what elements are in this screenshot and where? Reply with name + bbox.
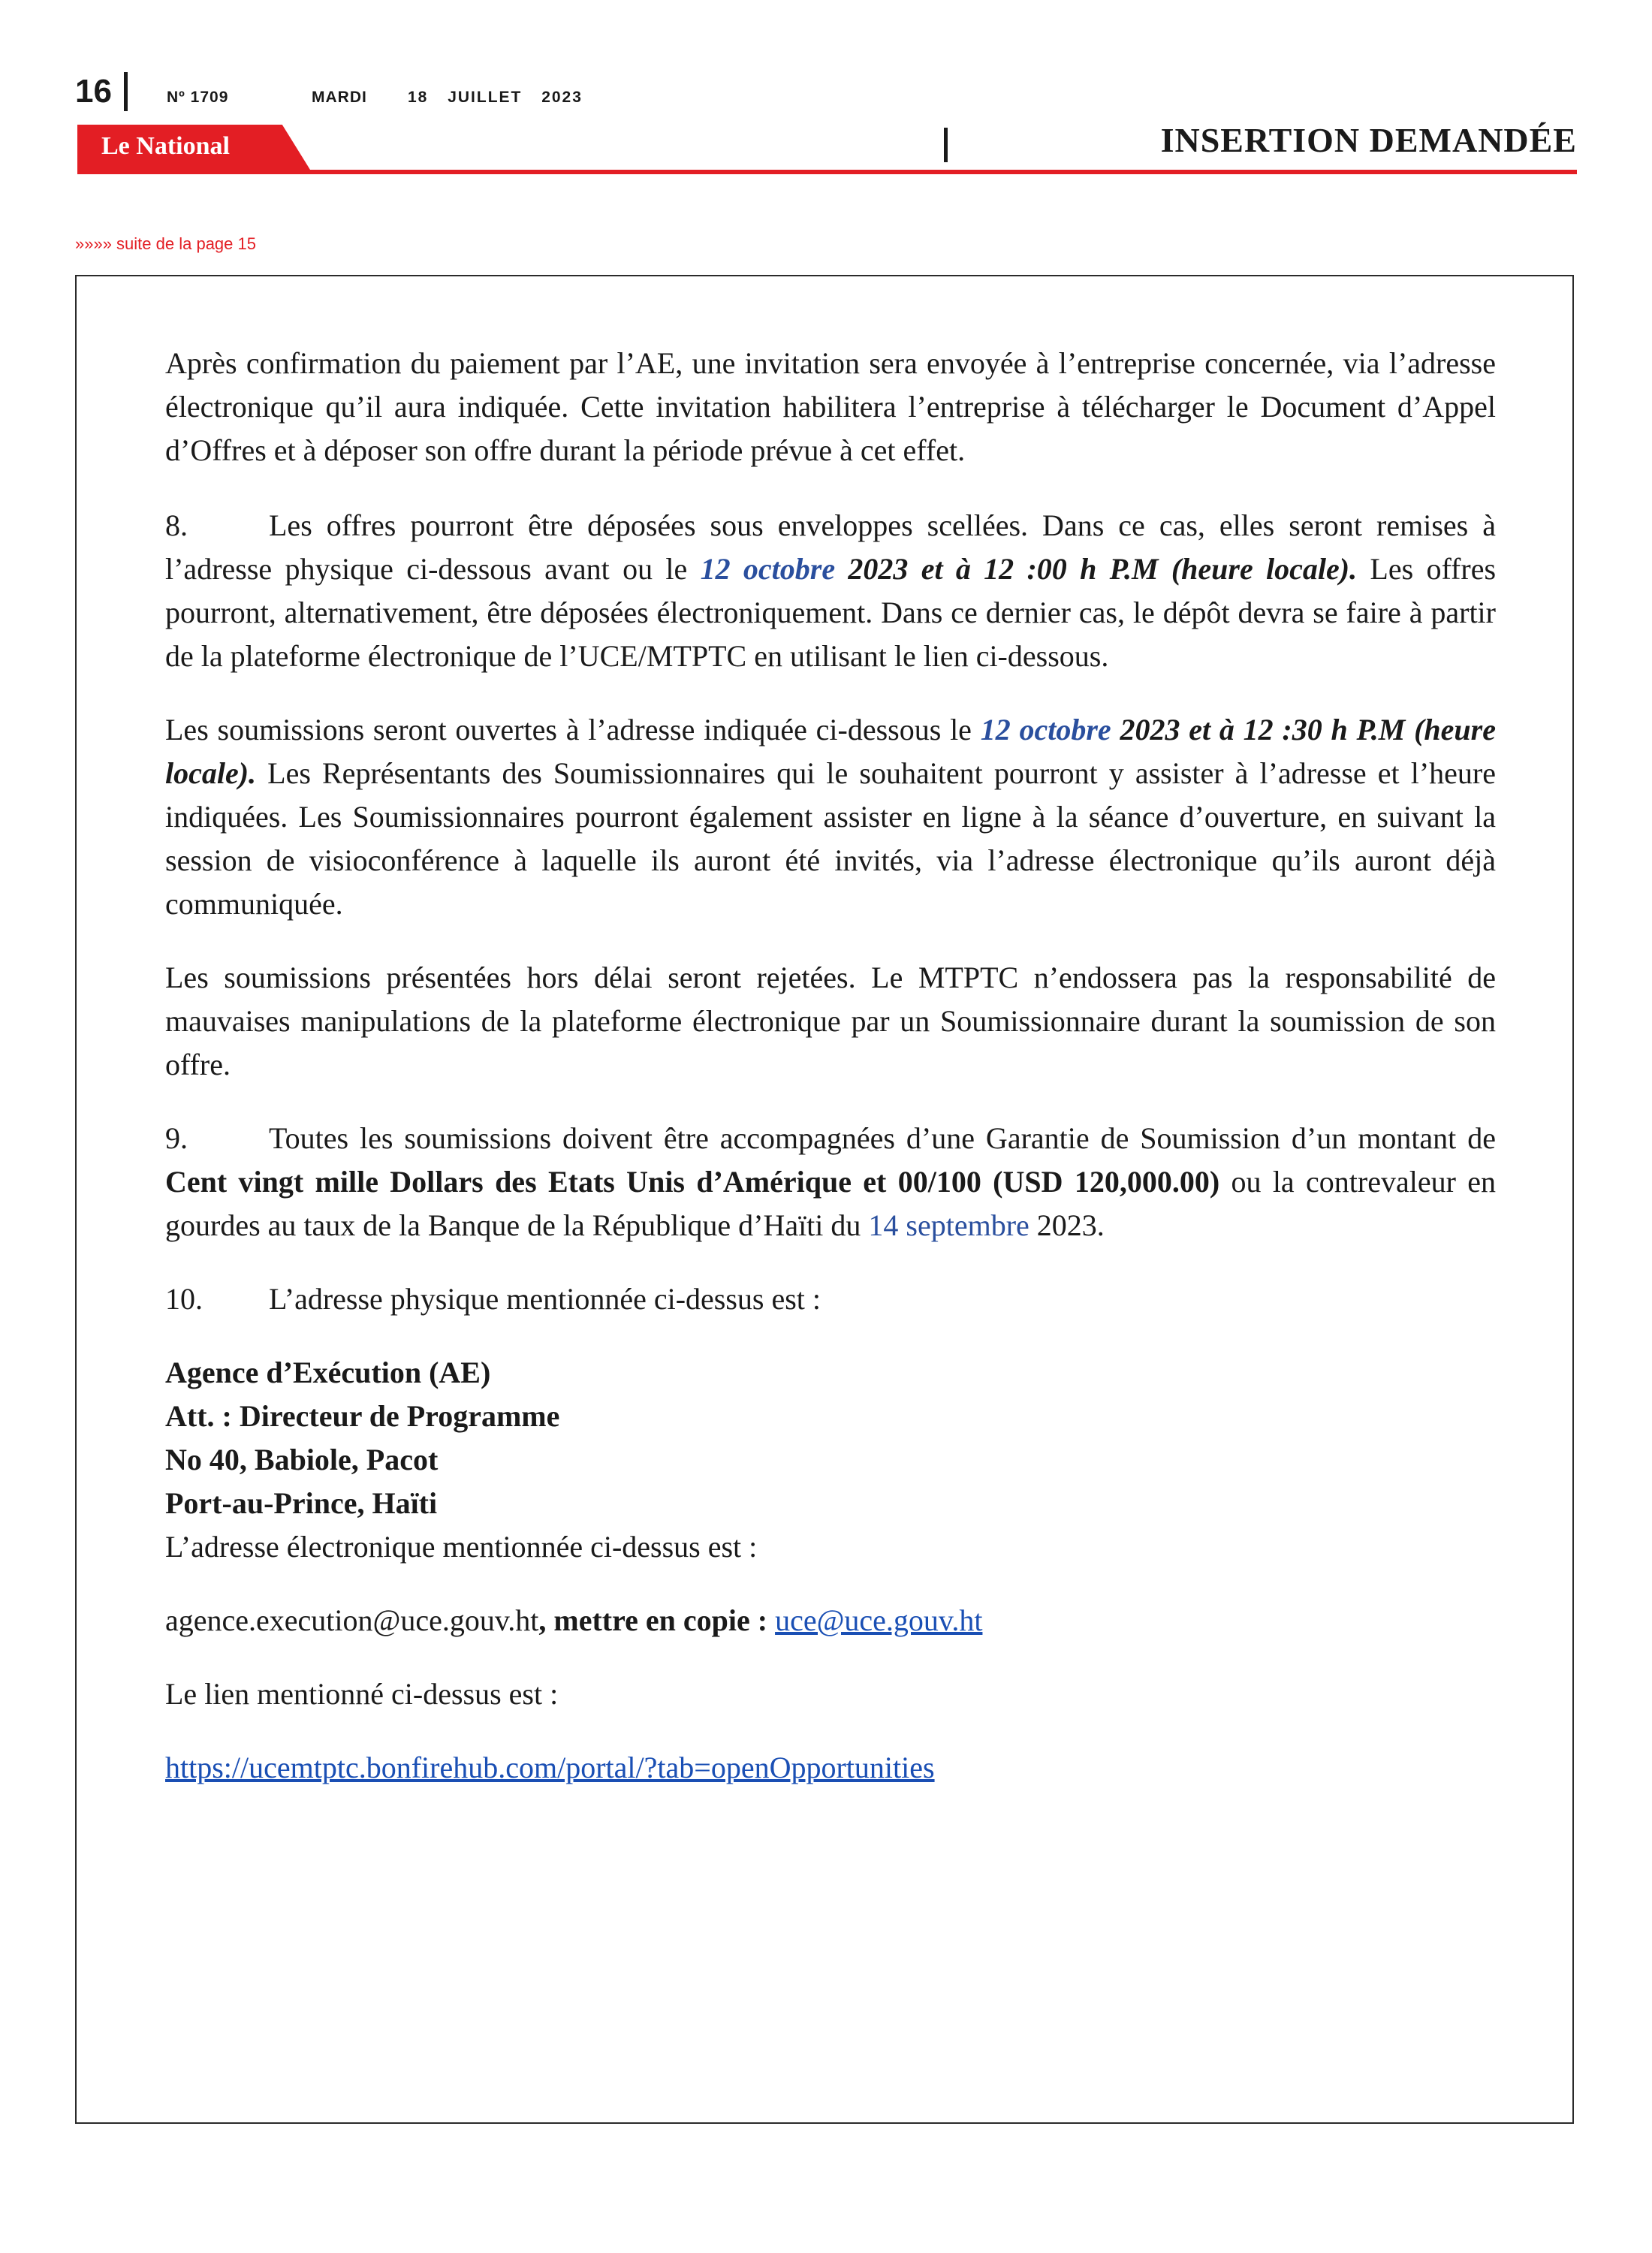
header-divider xyxy=(944,128,948,162)
email-intro: L’adresse électronique mentionnée ci-dessus est : xyxy=(165,1530,758,1564)
issue-number: Nº 1709 xyxy=(167,89,229,106)
exchange-rate-date: 14 septembre xyxy=(868,1208,1029,1242)
issue-date: 18 JUILLET 2023 xyxy=(408,89,583,106)
deadline-time: 2023 et à 12 :00 h P.M (heure locale). xyxy=(835,552,1358,586)
paragraph-8: 8. Les offres pourront être déposées sous enveloppes scellées. Dans ce cas, elles seront remises à l’adresse physique ci-dessous avant ou le 12 octobre 2023 et à 12 :00 h P.M (heure locale). Les offres pourront, alternativement, être déposées électroniquement. Dans ce dernier cas, le dépôt devra se faire à partir de la plateforme électronique de l’UCE/MTPTC en utilisant le lien ci-dessous. xyxy=(165,504,1496,678)
page-number-divider xyxy=(124,72,128,111)
section-title: INSERTION DEMANDÉE xyxy=(1160,121,1577,159)
brand-logo-text: Le National xyxy=(101,132,230,160)
opening-time: 2023 et à 12 :30 h P.M (heure locale). xyxy=(165,713,1497,790)
issue-day: MARDI xyxy=(312,89,367,106)
paragraph-late-submissions: Les soumissions présentées hors délai seront rejetées. Le MTPTC n’endossera pas la responsabilité de mauvaises manipulations de la plateforme électronique par un Soumissionnaire durant la soumission de son offre. xyxy=(165,961,1496,1081)
address-line-agency: Agence d’Exécution (AE) xyxy=(165,1356,491,1389)
item-number: 9. xyxy=(165,1121,188,1155)
paragraph-9: 9. Toutes les soumissions doivent être accompagnées d’une Garantie de Soumission d’un montant de Cent vingt mille Dollars des Etats Unis d’Amérique et 00/100 (USD 120,000.00) ou la contrevaleur en gourdes au taux de la Banque de la République d’Haïti du 14 septembre 2023. xyxy=(165,1117,1496,1247)
paragraph-confirmation: Après confirmation du paiement par l’AE, une invitation sera envoyée à l’entreprise concernée, via l’adresse électronique qu’il aura indiquée. Cette invitation habilitera l’entreprise à télécharger le Document d’Appel d’Offres et à déposer son offre durant la période prévue à cet effet. xyxy=(165,346,1496,467)
notice-content xyxy=(165,342,1496,1790)
primary-email: agence.execution@uce.gouv.ht xyxy=(165,1603,539,1637)
continued-from-note: »»»» suite de la page 15 xyxy=(75,234,256,253)
page-number: 16 xyxy=(75,73,112,110)
portal-link[interactable]: https://ucemtptc.bonfirehub.com/portal/?tab=openOpportunities xyxy=(165,1751,935,1784)
link-intro: Le lien mentionné ci-dessus est : xyxy=(165,1677,559,1711)
copy-email-link[interactable]: uce@uce.gouv.ht xyxy=(775,1603,983,1637)
item-number: 10. xyxy=(165,1282,203,1316)
guarantee-amount: Cent vingt mille Dollars des Etats Unis d’Amérique et 00/100 (USD 120,000.00) xyxy=(165,1165,1220,1199)
address-line-city: Port-au-Prince, Haïti xyxy=(165,1486,438,1520)
copy-label: , mettre en copie : xyxy=(538,1603,776,1637)
deadline-date: 12 octobre xyxy=(700,552,836,586)
portal-link-line xyxy=(165,1746,1496,1790)
header-rule xyxy=(77,170,1577,174)
paragraph-opening: Les soumissions seront ouvertes à l’adresse indiquée ci-dessous le 12 octobre 2023 et à 12 :30 h P.M (heure locale). Les Représentants des Soumissionnaires qui le souhaitent pourront y assister à l’adresse et l’heure indiquées. Les Soumissionnaires pourront également assister en ligne à la séance d’ouverture, en suivant la session de visioconférence à laquelle ils auront été invités, via l’adresse électronique qu’ils auront déjà communiquée. xyxy=(165,713,1497,921)
item-number: 8. xyxy=(165,508,188,542)
email-line xyxy=(165,1599,1496,1642)
page-number-block xyxy=(75,69,128,114)
address-line-street: No 40, Babiole, Pacot xyxy=(165,1443,439,1476)
paragraph-10: 10. L’adresse physique mentionnée ci-dessus est : xyxy=(165,1277,1496,1321)
address-line-attention: Att. : Directeur de Programme xyxy=(165,1399,560,1433)
opening-date: 12 octobre xyxy=(980,713,1111,746)
